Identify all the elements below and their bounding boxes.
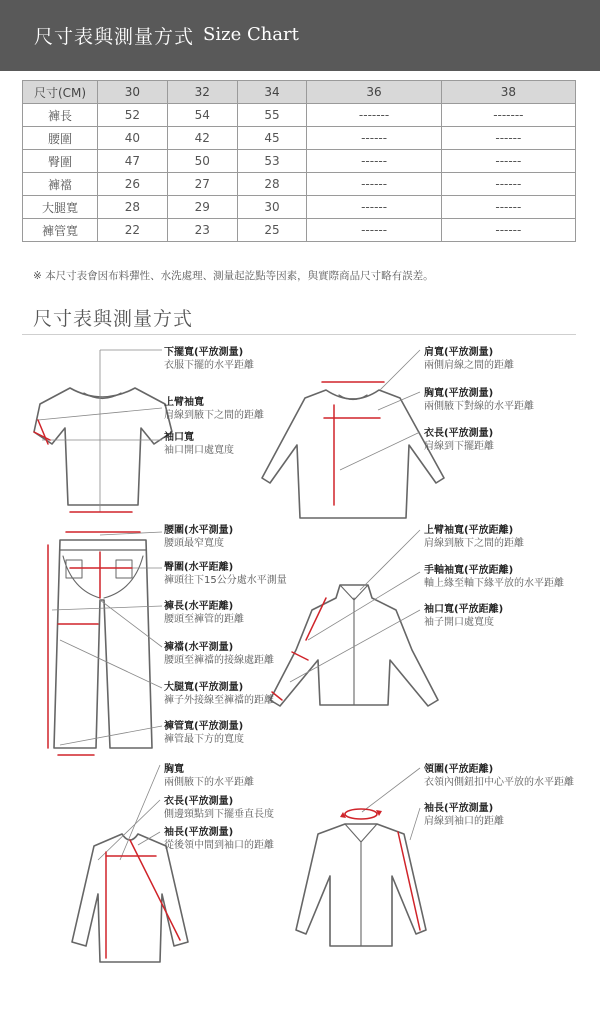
- header-title-zh: 尺寸表與測量方式: [34, 26, 195, 48]
- tshirt-illustration: [34, 388, 172, 505]
- label-hip: 臀圍(水平距離) 褲頭往下15公分處水平測量: [164, 562, 287, 586]
- collar-measure-icon: [340, 809, 382, 819]
- table-cell: ------: [441, 173, 575, 196]
- button-shirt-illustration: [296, 824, 426, 946]
- table-cell: 55: [237, 104, 307, 127]
- table-cell: 54: [167, 104, 237, 127]
- row-label: 褲長: [23, 104, 98, 127]
- table-cell: 47: [98, 150, 168, 173]
- table-cell: ------: [307, 219, 441, 242]
- label-cuff: 袖口寬(平放距離) 袖子開口處寬度: [424, 604, 504, 628]
- label-sleeve-raglan: 袖長(平放測量) 從後領中間到袖口的距離: [164, 827, 274, 851]
- size-col-38: 38: [441, 81, 575, 104]
- table-cell: 42: [167, 127, 237, 150]
- label-chest-raglan: 胸寬 兩側腋下的水平距離: [164, 764, 254, 788]
- table-cell: ------: [307, 150, 441, 173]
- table-cell: 25: [237, 219, 307, 242]
- table-cell: 53: [237, 150, 307, 173]
- label-leg-opening: 褲管寬(平放測量) 褲管最下方的寬度: [164, 721, 244, 745]
- table-cell: 40: [98, 127, 168, 150]
- label-upper-sleeve: 上臂袖寬(平放距離) 肩線到腋下之間的距離: [424, 525, 524, 549]
- table-cell: 28: [237, 173, 307, 196]
- table-cell: -------: [441, 104, 575, 127]
- label-tshirt-hem: 下擺寬(平放測量) 衣服下擺的水平距離: [164, 347, 254, 371]
- row-label: 臀圍: [23, 150, 98, 173]
- label-length: 衣長(平放測量) 肩線到下擺距離: [424, 428, 494, 452]
- label-chest: 胸寬(平放測量) 兩側腋下對線的水平距離: [424, 388, 534, 412]
- table-cell: ------: [307, 173, 441, 196]
- table-cell: ------: [307, 127, 441, 150]
- label-forearm: 手軸袖寬(平放距離) 軸上緣至軸下緣平放的水平距離: [424, 565, 564, 589]
- size-col-34: 34: [237, 81, 307, 104]
- table-cell: 22: [98, 219, 168, 242]
- label-collar: 領圍(平放距離) 衣領內側鈕扣中心平放的水平距離: [424, 764, 574, 788]
- row-label: 褲襠: [23, 173, 98, 196]
- label-length-raglan: 衣長(平放測量) 側邊頸點到下擺垂直長度: [164, 796, 274, 820]
- size-col-36: 36: [307, 81, 441, 104]
- label-pants-length: 褲長(水平距離) 腰頭至褲管的距離: [164, 601, 244, 625]
- table-cell: 23: [167, 219, 237, 242]
- longsleeve-illustration: [262, 390, 444, 518]
- label-rise: 褲襠(水平測量) 腰頭至褲襠的接線處距離: [164, 642, 274, 666]
- table-cell: ------: [307, 196, 441, 219]
- table-cell: 50: [167, 150, 237, 173]
- label-thigh: 大腿寬(平放測量) 褲子外接線至褲襠的距離: [164, 682, 274, 706]
- section-title: 尺寸表與測量方式: [33, 308, 194, 330]
- label-tshirt-upper-sleeve: 上臂袖寬 肩線到腋下之間的距離: [164, 397, 264, 421]
- table-cell: 27: [167, 173, 237, 196]
- table-cell: 45: [237, 127, 307, 150]
- table-cell: -------: [307, 104, 441, 127]
- label-sleeve-shirt: 袖長(平放測量) 肩線到袖口的距離: [424, 803, 504, 827]
- jacket-illustration: [270, 585, 438, 706]
- table-cell: 28: [98, 196, 168, 219]
- row-label: 褲管寬: [23, 219, 98, 242]
- size-col-32: 32: [167, 81, 237, 104]
- header-title-en: Size Chart: [203, 24, 299, 45]
- row-label: 大腿寬: [23, 196, 98, 219]
- table-cell: 30: [237, 196, 307, 219]
- table-cell: ------: [441, 127, 575, 150]
- size-corner: 尺寸(CM): [23, 81, 98, 104]
- size-col-30: 30: [98, 81, 168, 104]
- label-tshirt-cuff: 袖口寬 袖口開口處寬度: [164, 432, 234, 456]
- table-cell: ------: [441, 219, 575, 242]
- row-label: 腰圍: [23, 127, 98, 150]
- table-cell: 52: [98, 104, 168, 127]
- raglan-illustration: [72, 834, 188, 962]
- table-cell: 29: [167, 196, 237, 219]
- label-waist: 腰圍(水平測量) 腰頭最窄寬度: [164, 525, 234, 549]
- table-cell: ------: [441, 150, 575, 173]
- label-shoulder: 肩寬(平放測量) 兩側肩線之間的距離: [424, 347, 514, 371]
- table-cell: 26: [98, 173, 168, 196]
- table-cell: ------: [441, 196, 575, 219]
- size-note: ※ 本尺寸表會因布料彈性、水洗處理、測量起訖點等因素，與實際商品尺寸略有誤差。: [33, 270, 434, 282]
